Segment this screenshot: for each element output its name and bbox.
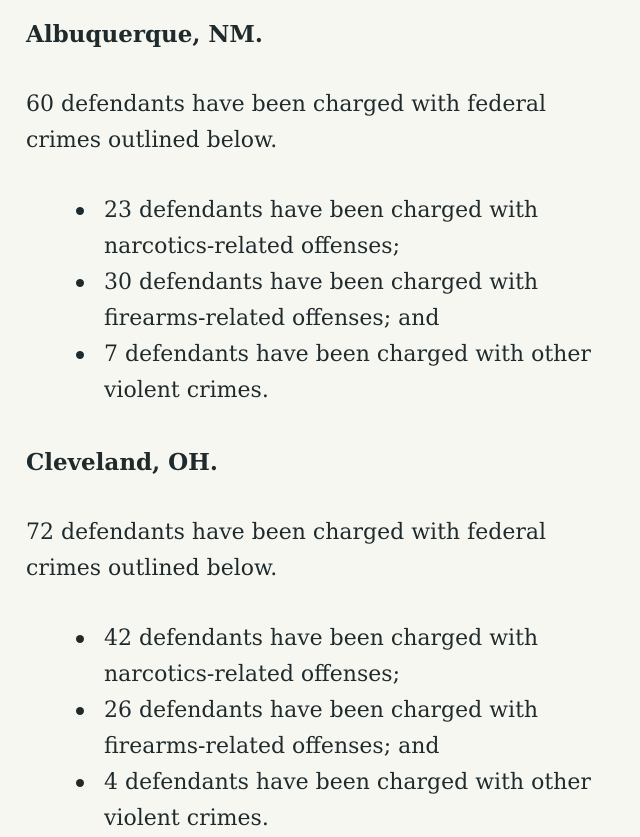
bullet-icon: [76, 707, 84, 715]
city-heading: Cleveland, OH.: [26, 449, 218, 476]
city-heading: Albuquerque, NM.: [26, 21, 263, 48]
list-item-text: 23 defendants have been charged with narcotics-related offenses;: [104, 198, 539, 259]
bullet-icon: [76, 207, 84, 215]
list-item: [104, 193, 614, 265]
charges-summary: 60 defendants have been charged with federal crimes outlined below.: [26, 92, 547, 153]
bullet-icon: [76, 779, 84, 787]
city-section-albuquerque: [26, 17, 614, 409]
list-item-text: 30 defendants have been charged with firearms-related offenses; and: [104, 270, 539, 331]
city-section-cleveland: [26, 445, 614, 837]
charges-summary: 72 defendants have been charged with federal crimes outlined below.: [26, 520, 547, 581]
bullet-icon: [76, 279, 84, 287]
charges-list: [26, 193, 614, 409]
list-item: [104, 337, 614, 409]
list-item: [104, 265, 614, 337]
list-item-text: 42 defendants have been charged with narcotics-related offenses;: [104, 626, 539, 687]
bullet-icon: [76, 635, 84, 643]
list-item: [104, 693, 614, 765]
list-item-text: 26 defendants have been charged with firearms-related offenses; and: [104, 698, 539, 759]
bullet-icon: [76, 351, 84, 359]
list-item-text: 7 defendants have been charged with other violent crimes.: [104, 342, 591, 403]
list-item-text: 4 defendants have been charged with other violent crimes.: [104, 770, 591, 831]
charges-list: [26, 621, 614, 837]
list-item: [104, 621, 614, 693]
list-item: [104, 765, 614, 837]
